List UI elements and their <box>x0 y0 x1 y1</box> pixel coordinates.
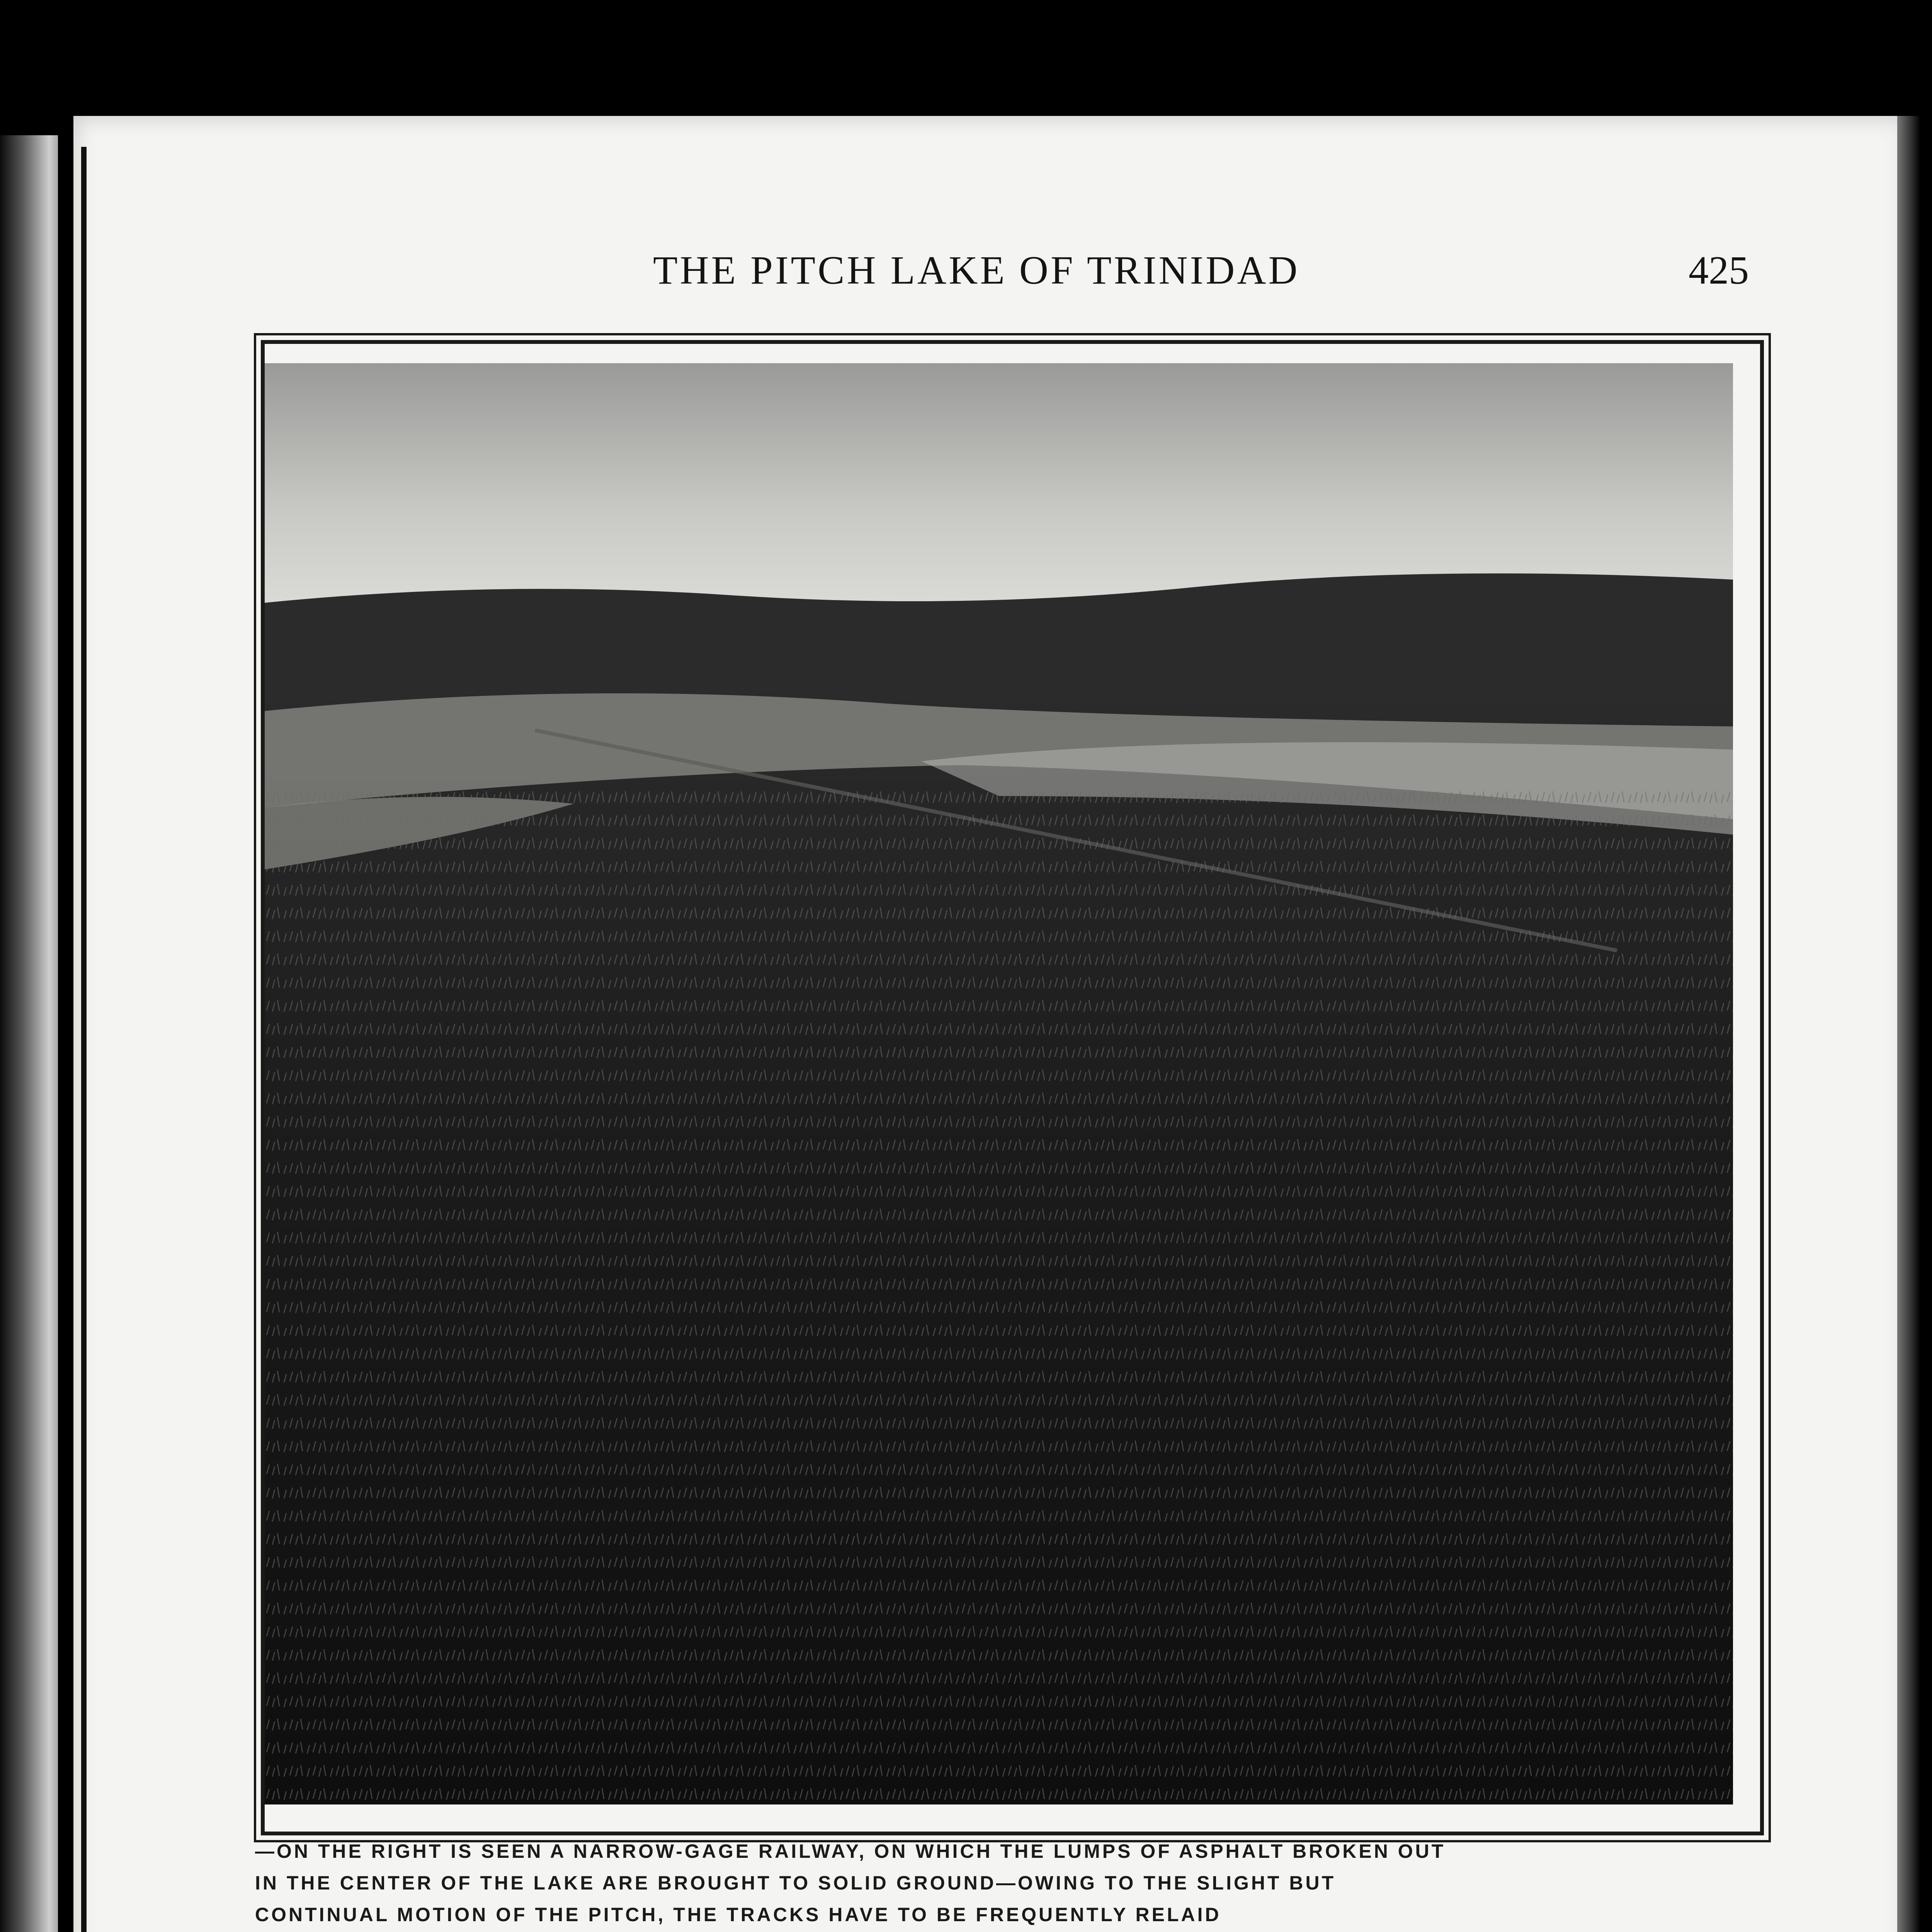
page-right-edge <box>1897 116 1920 1932</box>
photo-caption <box>255 1835 1723 1930</box>
running-title: THE PITCH LAKE OF TRINIDAD <box>653 248 1300 293</box>
caption-line: IN THE CENTER OF THE LAKE ARE BROUGHT TO SOLID GROUND—OWING TO THE SLIGHT BUT <box>255 1872 1336 1894</box>
landscape-illustration <box>265 363 1733 1804</box>
facing-page-edge <box>0 135 58 1932</box>
caption-line: CONTINUAL MOTION OF THE PITCH, THE TRACKS HAVE TO BE FREQUENTLY RELAID <box>255 1904 1221 1925</box>
caption-line: —ON THE RIGHT IS SEEN A NARROW-GAGE RAILWAY, ON WHICH THE LUMPS OF ASPHALT BROKEN OUT <box>255 1840 1446 1862</box>
page-gutter <box>81 147 87 1932</box>
page-number: 425 <box>1689 248 1749 293</box>
pitch-lake-photo <box>265 363 1733 1804</box>
